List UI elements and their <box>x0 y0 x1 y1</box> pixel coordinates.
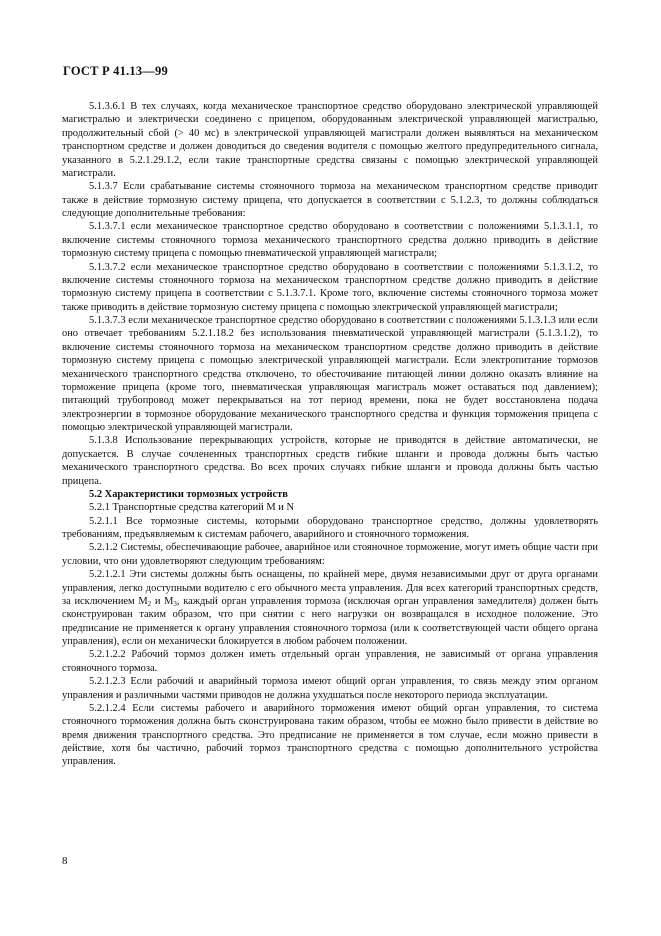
paragraph-5-1-3-7: 5.1.3.7 Если срабатывание системы стояночного тормоза на механическом транспортном средстве приводит также в действие тормозную систему прицепа, что допускается в соответствии с 5.1.2.3, то должны соблюдаться следующие дополнительные требования: <box>62 181 598 219</box>
page-number: 8 <box>62 855 68 867</box>
paragraph-5-2-1: 5.2.1 Транспортные средства категорий М и N <box>89 502 295 514</box>
paragraph-5-2-1-2: 5.2.1.2 Системы, обеспечивающие рабочее, аварийное или стояночное торможение, могут иметь общие части при условии, что они удовлетворяют следующим требованиям: <box>62 542 598 567</box>
section-heading-5-2: 5.2 Характеристики тормозных устройств <box>89 488 288 500</box>
paragraph-5-2-1-2-4: 5.2.1.2.4 Если системы рабочего и аварийного торможения имеют общий орган управления, то система стояночного торможения должна быть сконструирована таким образом, чтобы ее можно было привести в действие во время движения транспортного средства. Это предписание не применяется в том случае, если можно привести в действие, хотя бы частично, рабочий тормоз транспортного средства с помощью дополнительного устройства управления. <box>62 702 598 768</box>
paragraph-5-1-3-7-2: 5.1.3.7.2 если механическое транспортное средство оборудовано в соответствии с положениями 5.1.3.1.2, то включение системы стояночного тормоза на механическом транспортном средстве должно приводить в действие тормозную систему прицепа в соответствии с 5.1.3.7.1. Кроме того, включение системы стояночного тормоза может также приводить в действие тормозную систему прицепа с помощью электрической управляющей магистрали; <box>62 261 598 313</box>
paragraph-5-2-1-2-3: 5.2.1.2.3 Если рабочий и аварийный тормоза имеют общий орган управления, то связь между этим органом управления и различными частями приводов не должна ухудшаться после некоторого периода эксплуатации. <box>62 676 598 701</box>
document-body <box>62 100 598 769</box>
paragraph-5-1-3-7-3: 5.1.3.7.3 если механическое транспортное средство оборудовано в соответствии с положениями 5.1.3.1.3 или если оно отвечает требованиям 5.2.1.18.2 без использования пневматической управляющей магистрали (5.1.3.1.2), то включение системы стояночного тормоза на механическом транспортном средстве должно приводить в действие тормозную систему прицепа с помощью электрической управляющей магистрали. Если электропитание тормозов механического транспортного средства отключено, то обесточивание питающей линии должно оказать влияние на торможение прицепа (кроме того, пневматическая управляющая магистраль может оставаться под давлением); питающий трубопровод может перекрываться на тот период времени, пока не будет восстановлена подача электроэнергии в тормозное оборудование механического транспортного средства и функция торможения прицепа с помощью электрической управляющей магистрали. <box>62 315 598 433</box>
paragraph-5-1-3-8: 5.1.3.8 Использование перекрывающих устройств, которые не приводятся в действие автоматически, не допускается. В случае сочлененных транспортных средств гибкие шланги и провода должны быть частью механического транспортного средства. Во всех прочих случаях гибкие шланги и провода должны быть частью прицепа. <box>62 435 598 487</box>
paragraph-5-2-1-1: 5.2.1.1 Все тормозные системы, которыми оборудовано транспортное средство, должны удовлетворять требованиям, предъявляемым к системам рабочего, аварийного и стояночного торможения. <box>62 515 598 540</box>
document-code-header: ГОСТ Р 41.13—99 <box>63 64 168 78</box>
paragraph-5-1-3-6-1: 5.1.3.6.1 В тех случаях, когда механическое транспортное средство оборудовано электрической управляющей магистралью и электрически соединено с прицепом, оборудованным электрической управляющей магистралью, продолжительный сбой (> 40 мс) в электрической управляющей магистрали должен выявляться на механическом транспортном средстве и должен доводиться до сведения водителя с помощью желтого предупредительного сигнала, указанного в 5.2.1.29.1.2, если такие транспортные средства связаны с помощью электрической управляющей магистрали. <box>62 101 598 179</box>
paragraph-5-2-1-2-1: 5.2.1.2.1 Эти системы должны быть оснащены, по крайней мере, двумя независимыми друг от друга органами управления, легко доступными водителю с его обычного места управления. Для всех категорий транспортных средств, за исключением $М_2$ и $М_3$, каждый орган управления тормоза (исключая орган управления замедлителя) должен быть сконструирован таким образом, что при снятии с него нагрузки он возвращался в исходное положение. Это предписание не применяется к органу управления стояночного тормоза (или к соответствующей части общего органа управления), если он механически блокируется в любом рабочем положении. <box>62 569 599 647</box>
paragraph-5-2-1-2-2: 5.2.1.2.2 Рабочий тормоз должен иметь отдельный орган управления, не зависимый от органа управления стояночного тормоза. <box>62 649 598 674</box>
paragraph-5-1-3-7-1: 5.1.3.7.1 если механическое транспортное средство оборудовано в соответствии с положениями 5.1.3.1.1, то включение системы стояночного тормоза механического транспортного средства должно приводить в действие тормозную систему прицепа с помощью пневматической управляющей магистрали; <box>62 221 598 260</box>
